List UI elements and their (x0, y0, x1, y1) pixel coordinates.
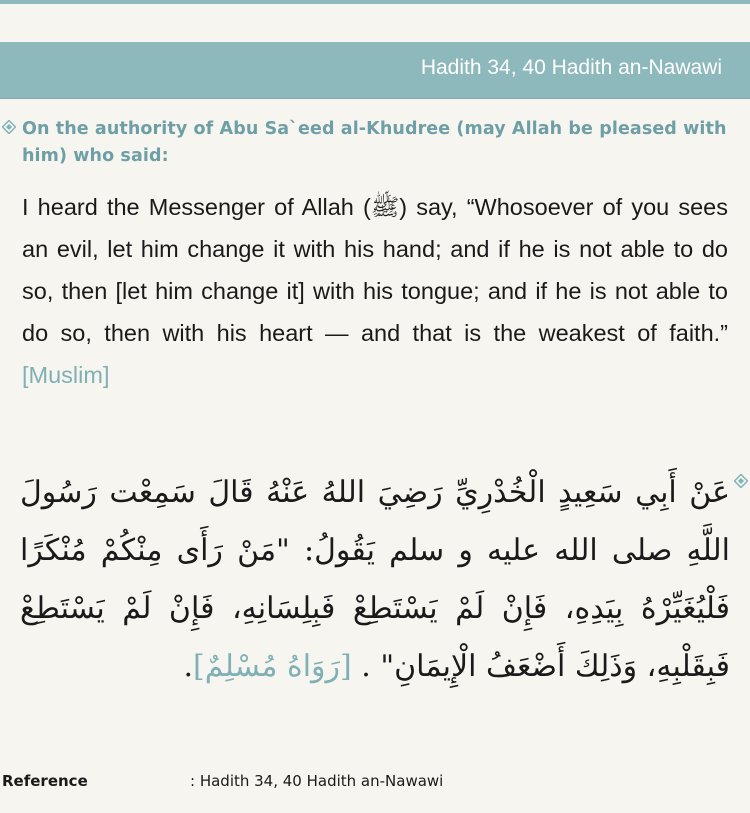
page-title: Hadith 34, 40 Hadith an-Nawawi (420, 56, 722, 79)
diamond-marker-icon (734, 474, 748, 488)
source-citation-english: [Muslim] (22, 362, 110, 388)
narrator-intro: On the authority of Abu Sa`eed al-Khudree (may Allah be pleased with him) who said: (22, 119, 727, 166)
header-bar (0, 42, 750, 99)
reference-label: Reference (2, 772, 88, 790)
hadith-arabic-text (20, 464, 730, 696)
hadith-english-body: I heard the Messenger of Allah (ﷺ) say, “Whosoever of you sees an evil, let him change it with his hand; and if he is not able to do so, then [let him change it] with his tongue; and if he is not able to do so, then with his heart — and that is the weakest of faith.” (22, 194, 729, 346)
source-citation-arabic: [رَوَاهُ مُسْلِمٌ] (193, 649, 352, 684)
hadith-arabic-body: عَنْ أَبِي سَعِيدٍ الْخُدْرِيِّ رَضِيَ اللهُ عَنْهُ قَالَ سَمِعْت رَسُولَ اللَّهِ صلى الله عليه و سلم يَقُولُ: "مَنْ رَأَى مِنْكُمْ مُنْكَرًا فَلْيُغَيِّرْهُ بِيَدِهِ، فَإِنْ لَمْ يَسْتَطِعْ فَبِلِسَانِهِ، فَإِنْ لَمْ يَسْتَطِعْ فَبِقَلْبِهِ، وَذَلِكَ أَضْعَفُ الْإِيمَانِ" . (20, 475, 730, 684)
diamond-marker-icon (2, 120, 16, 134)
reference-value: : Hadith 34, 40 Hadith an-Nawawi (190, 772, 444, 790)
arabic-ending-punctuation: . (183, 649, 194, 684)
hadith-english-text (22, 186, 728, 396)
top-rule (0, 0, 750, 4)
